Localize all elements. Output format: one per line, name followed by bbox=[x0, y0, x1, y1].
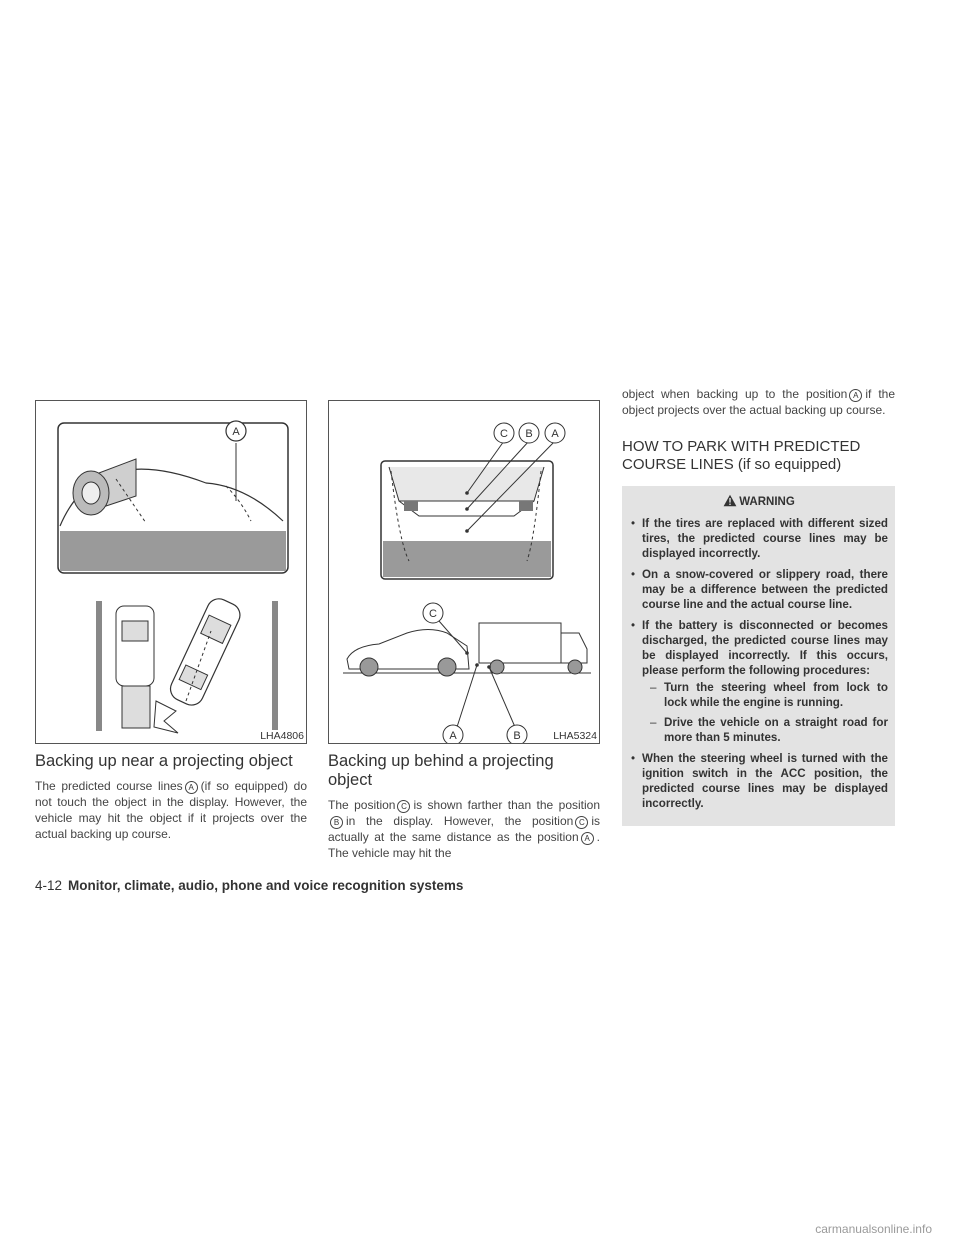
text-part: if the object projects over the actual backing up course. bbox=[622, 387, 896, 417]
fig2-label-a-side: A bbox=[449, 730, 457, 742]
continued-text bbox=[622, 386, 895, 418]
warning-item: • When the steering wheel is turned with the ignition switch in the ACC position, the predicted course lines may be displayed incorrectly. bbox=[630, 751, 888, 811]
fig2-label-b-side: B bbox=[513, 730, 521, 742]
warning-box bbox=[622, 486, 895, 826]
figure-code-lha5324: LHA5324 bbox=[553, 730, 597, 742]
fig2-label-c-top: C bbox=[500, 428, 508, 440]
warning-item: • If the tires are replaced with different sized tires, the predicted course lines may be displayed incorrectly. bbox=[630, 516, 888, 561]
ref-c-circle: C bbox=[397, 800, 410, 813]
text-part: is actually at the same distance as the position bbox=[328, 814, 600, 844]
figure-2-illustration bbox=[329, 401, 599, 743]
warning-triangle-icon bbox=[723, 494, 737, 507]
heading-how-to-park: HOW TO PARK WITH PREDICTED COURSE LINES (if so equipped) bbox=[622, 438, 861, 473]
ref-c-circle: C bbox=[575, 816, 588, 829]
text-part: The predicted course lines bbox=[35, 779, 183, 793]
text-part: object when backing up to the position bbox=[622, 387, 848, 401]
figure-1-illustration bbox=[36, 401, 306, 743]
fig2-label-c-side: C bbox=[429, 608, 437, 620]
warning-subitem: – Turn the steering wheel from lock to lock while the engine is running. bbox=[642, 680, 888, 710]
column-right bbox=[622, 386, 895, 826]
page-number: 4-12 bbox=[35, 878, 63, 893]
ref-b-circle: B bbox=[330, 816, 343, 829]
text-part: in the display. However, the position bbox=[346, 814, 574, 828]
ref-a-circle: A bbox=[581, 832, 594, 845]
fig2-label-a-top: A bbox=[551, 428, 559, 440]
warning-sublist bbox=[642, 680, 888, 745]
watermark: carmanualsonline.info bbox=[815, 1222, 932, 1236]
section-text-behind bbox=[328, 797, 600, 861]
text-part: (if so equipped) do not touch the object in the display. However, the vehicle may hit the object if it projects over the actual backing up course. bbox=[35, 779, 307, 841]
warning-item: • On a snow-covered or slippery road, there may be a difference between the predicted course line and the actual course line. bbox=[630, 567, 888, 612]
column-middle bbox=[328, 400, 600, 861]
section-text-near bbox=[35, 778, 307, 842]
figure-behind-object bbox=[328, 400, 600, 744]
text-part: is shown farther than the position bbox=[413, 798, 601, 812]
warning-item-text: If the battery is disconnected or becomes discharged, the predicted course lines may be displayed incorrectly. If this occurs, please perform the following procedures: bbox=[642, 619, 888, 677]
section-title-behind: Backing up behind a projecting object bbox=[328, 752, 554, 789]
chapter-title: Monitor, climate, audio, phone and voice recognition systems bbox=[68, 878, 464, 893]
ref-a-circle: A bbox=[185, 781, 198, 794]
figure-code-lha4806: LHA4806 bbox=[260, 730, 304, 742]
ref-a-circle: A bbox=[849, 389, 862, 402]
warning-title bbox=[630, 494, 888, 508]
section-title-near: Backing up near a projecting object bbox=[35, 752, 293, 770]
page-footer bbox=[35, 878, 463, 893]
warning-list bbox=[630, 516, 888, 811]
text-part: . The vehicle may hit the bbox=[328, 830, 600, 860]
fig2-label-b-top: B bbox=[525, 428, 533, 440]
text-part: The position bbox=[328, 798, 396, 812]
figure-projecting-object bbox=[35, 400, 307, 744]
column-left bbox=[35, 400, 307, 842]
warning-subitem: – Drive the vehicle on a straight road for more than 5 minutes. bbox=[642, 715, 888, 745]
warning-item bbox=[630, 618, 888, 745]
warning-title-text: WARNING bbox=[739, 496, 795, 508]
fig1-label-a: A bbox=[232, 426, 240, 438]
